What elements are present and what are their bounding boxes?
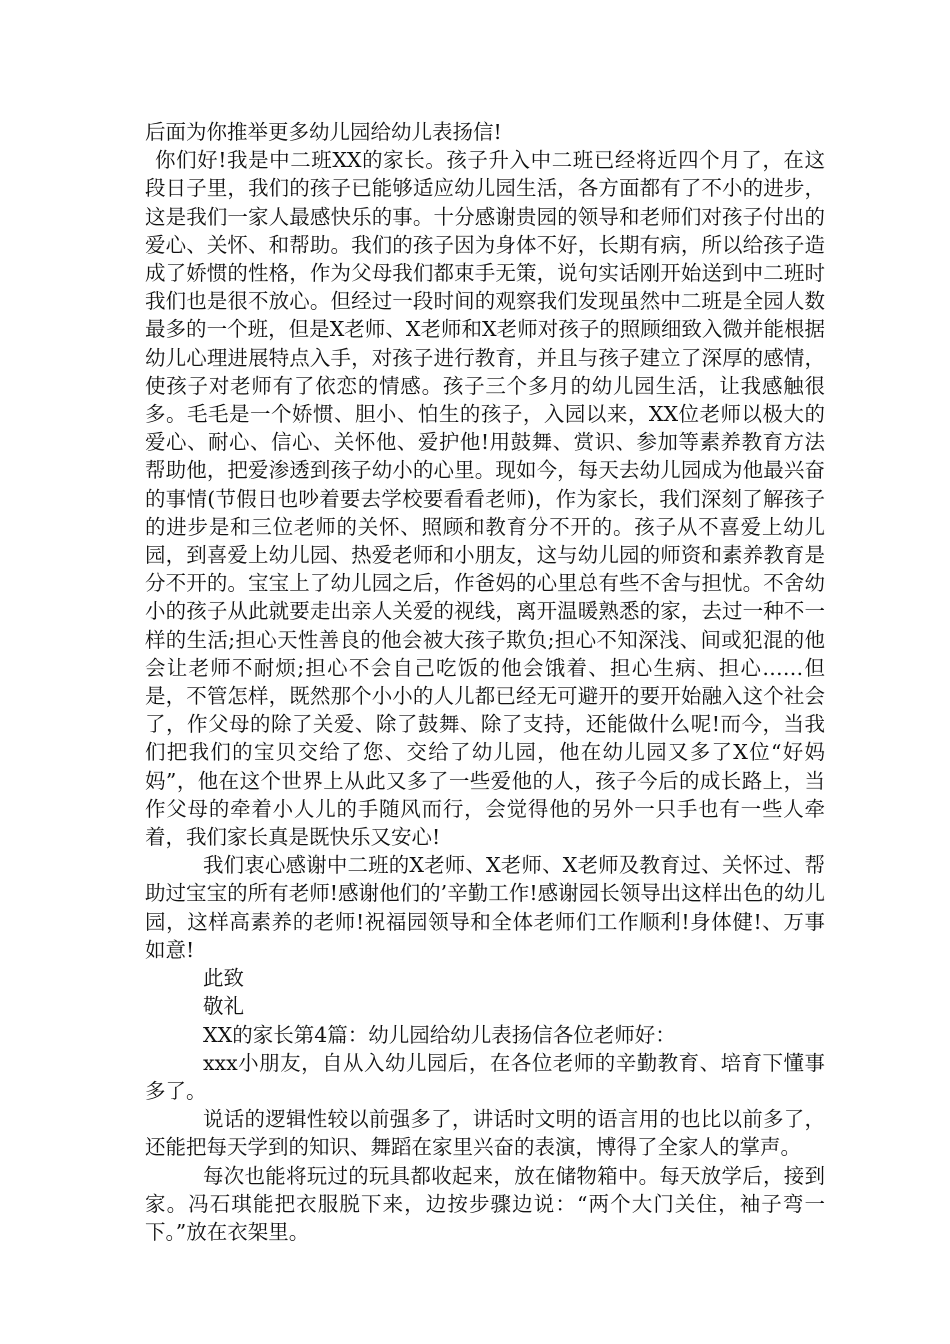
letter4-paragraph-2: 说话的逻辑性较以前强多了，讲话时文明的语言用的也比以前多了，还能把每天学到的知识、舞蹈在家里兴奋的表演，博得了全家人的掌声。 <box>145 1107 825 1160</box>
closing-salutation: 此致 <box>203 966 244 991</box>
letter-body-paragraph: 你们好!我是中二班XX的家长。孩子升入中二班已经将近四个月了，在这段日子里，我们的孩子已能够适应幼儿园生活，各方面都有了不小的进步，这是我们一家人最感快乐的事。十分感谢贵园的领导和老师们对孩子付出的爱心、关怀、和帮助。我们的孩子因为身体不好，长期有病，所以给孩子造成了娇惯的性格，作为父母我们都束手无策，说句实话刚开始送到中二班时我们也是很不放心。但经过一段时间的观察我们发现虽然中二班是全园人数最多的一个班，但是X老师、X老师和X老师对孩子的照顾细致入微并能根据幼儿心理进展特点入手，对孩子进行教育，并且与孩子建立了深厚的感情，使孩子对老师有了依恋的情感。孩子三个多月的幼儿园生活，让我感触很多。毛毛是一个娇惯、胆小、怕生的孩子，入园以来，XX位老师以极大的爱心、耐心、信心、关怀他、爱护他!用鼓舞、赏识、参加等素养教育方法帮助他，把爱渗透到孩子幼小的心里。现如今，每天去幼儿园成为他最兴奋的事情(节假日也吵着要去学校要看看老师)，作为家长，我们深刻了解孩子的进步是和三位老师的关怀、照顾和教育分不开的。孩子从不喜爱上幼儿园，到喜爱上幼儿园、热爱老师和小朋友，这与幼儿园的师资和素养教育是分不开的。宝宝上了幼儿园之后，作爸妈的心里总有些不舍与担忧。不舍幼小的孩子从此就要走出亲人关爱的视线，离开温暖熟悉的家，去过一种不一样的生活;担心天性善良的他会被大孩子欺负;担心不知深浅、间或犯混的他会让老师不耐烦;担心不会自己吃饭的他会饿着、担心生病、担心……但是，不管怎样，既然那个小小的人儿都已经无可避开的要开始融入这个社会了，作父母的除了关爱、除了鼓舞、除了支持，还能做什么呢!而今，当我们把我们的宝贝交给了您、交给了幼儿园，他在幼儿园又多了X位“好妈妈”，他在这个世界上从此又多了一些爱他的人，孩子今后的成长路上，当作父母的牵着小人儿的手随风而行，会觉得他的另外一只手也有一些人牵着，我们家长真是既快乐又安心! <box>145 148 825 850</box>
signature-and-next-letter-heading: XX的家长第4篇：幼儿园给幼儿表扬信各位老师好： <box>203 1022 676 1047</box>
document-page <box>145 118 825 1246</box>
thanks-paragraph: 我们衷心感谢中二班的X老师、X老师、X老师及教育过、关怀过、帮助过宝宝的所有老师!感谢他们的’辛勤工作!感谢园长领导出这样出色的幼儿园，这样高素养的老师!祝福园领导和全体老师们工作顺利!身体健!、万事如意! <box>145 853 825 962</box>
letter4-paragraph-1: xxx小朋友，自从入幼儿园后，在各位老师的辛勤教育、培育下懂事多了。 <box>145 1050 825 1103</box>
letter4-paragraph-3: 每次也能将玩过的玩具都收起来，放在储物箱中。每天放学后，接到家。冯石琪能把衣服脱下来，边按步骤边说：“两个大门关住，袖子弯一下。”放在衣架里。 <box>145 1163 825 1244</box>
intro-line: 后面为你推举更多幼儿园给幼儿表扬信! <box>145 120 502 144</box>
closing-regards: 敬礼 <box>203 994 244 1019</box>
